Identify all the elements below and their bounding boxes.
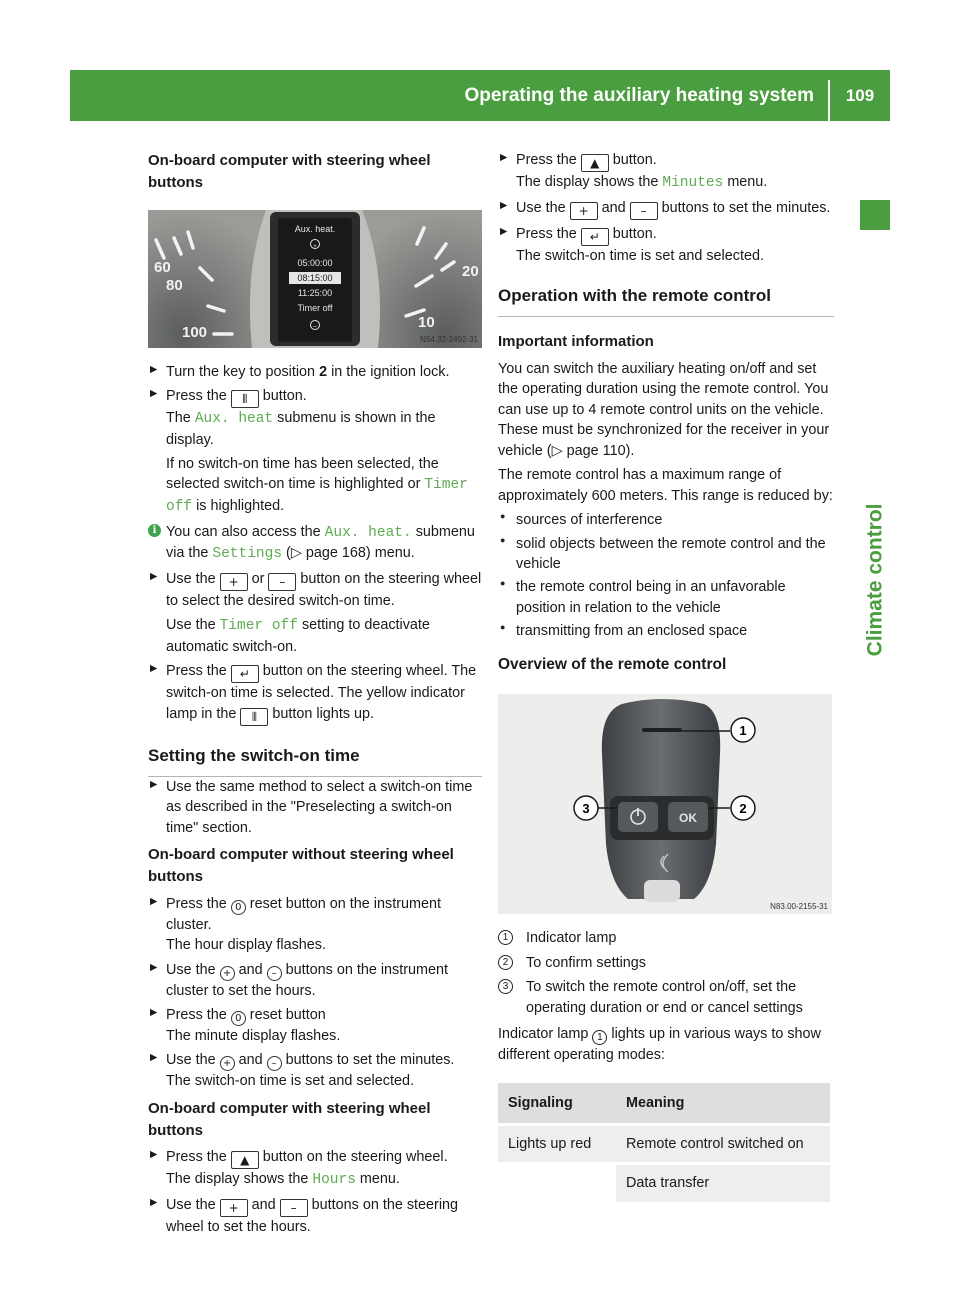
plus-key-icon: + xyxy=(220,573,248,591)
menu-key-icon: ⫴ xyxy=(231,390,259,408)
heading-setting-switch-on-time: Setting the switch-on time xyxy=(148,744,482,777)
table-row xyxy=(498,1126,830,1162)
table-row xyxy=(498,1165,830,1201)
menu-key-icon: ⫴ xyxy=(240,708,268,726)
step-set-minutes-steering: ▶ Use the + and – buttons to set the minutes. xyxy=(498,198,834,220)
instrument-cluster-photo xyxy=(148,210,482,348)
right-column xyxy=(498,150,834,1205)
step-set-minutes-cluster: ▶ Use the + and – buttons to set the minutes. The switch-on time is set and selected. xyxy=(148,1050,482,1091)
minus-round-icon: – xyxy=(267,1056,282,1071)
section-tab-marker xyxy=(860,200,890,230)
display-line-1: 05:00:00 xyxy=(297,257,333,268)
minus-key-icon: – xyxy=(280,1199,308,1217)
plus-round-icon: + xyxy=(220,966,235,981)
step-press-menu-button: ▶ Press the ⫴ button. The Aux. heat submenu is shown in the display. If no switch-on time has been selected, the selected switch-on time is highlighted or Timer off is highlighted. xyxy=(148,386,482,518)
minus-key-icon: – xyxy=(268,573,296,591)
legend-item-2: 2 To confirm settings xyxy=(498,953,834,973)
step-turn-key: ▶ Turn the key to position 2 in the ignition lock. xyxy=(148,362,482,382)
step-select-time: ▶ Use the + or – button on the steering wheel to select the desired switch-on time. Use the Timer off setting to deactivate automatic switch-on. xyxy=(148,569,482,657)
gauge-label-10: 10 xyxy=(418,313,435,331)
gauge-label-80: 80 xyxy=(166,276,183,294)
heading-important-info: Important information xyxy=(498,333,654,351)
table-cell-signaling-empty xyxy=(498,1165,616,1201)
paragraph-remote-info: You can switch the auxiliary heating on/off and set the operating duration using the remote control. You can use up to 4 remote control units on the vehicle. These must be synchronized for the receiver in your vehicle (▷ page 110). xyxy=(498,360,830,459)
step-confirm-minutes: ▶ Press the ↵ button. The switch-on time is set and selected. xyxy=(498,224,834,266)
heading-remote-overview: Overview of the remote control xyxy=(498,655,727,673)
remote-control-photo xyxy=(498,694,832,914)
signaling-table xyxy=(498,1080,830,1205)
callout-3: 3 xyxy=(582,801,590,817)
step-press-reset-minutes: ▶ Press the 0 reset button The minute display flashes. xyxy=(148,1005,482,1046)
step-press-up-minutes: ▶ Press the ▲ button. The display shows the Minutes menu. xyxy=(498,150,834,194)
plus-key-icon: + xyxy=(220,1199,248,1217)
step-press-up-button: ▶ Press the ▲ button on the steering wheel. The display shows the Hours menu. xyxy=(148,1147,482,1191)
gauge-label-60: 60 xyxy=(154,258,171,276)
table-cell-signaling: Lights up red xyxy=(498,1126,616,1162)
bullet-enclosed-space: ● transmitting from an enclosed space xyxy=(498,621,834,641)
table-header-meaning: Meaning xyxy=(616,1083,830,1123)
up-key-icon: ▲ xyxy=(231,1151,259,1169)
left-column xyxy=(148,150,482,1241)
heading-with-steering-buttons: On-board computer with steering wheel buttons xyxy=(148,1099,431,1139)
figure-ref-1: N54.32-2492-31 xyxy=(420,335,478,345)
step-set-hours-cluster: ▶ Use the + and – buttons on the instrument cluster to set the hours. xyxy=(148,960,482,1001)
remote-control-illustration xyxy=(498,694,832,914)
legend-item-3: 3 To switch the remote control on/off, set the operating duration or end or cancel settings xyxy=(498,977,834,1018)
minus-round-icon: – xyxy=(267,966,282,981)
plus-round-icon: + xyxy=(220,1056,235,1071)
table-header-signaling: Signaling xyxy=(498,1083,616,1123)
svg-text:+: + xyxy=(313,243,317,250)
table-cell-meaning: Data transfer xyxy=(616,1165,830,1201)
reset-key-icon: 0 xyxy=(231,1011,246,1026)
enter-key-icon: ↵ xyxy=(231,665,259,683)
table-cell-meaning: Remote control switched on xyxy=(616,1126,830,1162)
info-icon: i xyxy=(148,524,161,537)
display-line-title: Aux. heat. xyxy=(294,223,336,234)
bullet-unfavorable-position: ● the remote control being in an unfavorable position in relation to the vehicle xyxy=(498,577,834,618)
display-text-aux-heat: Aux. heat xyxy=(194,410,274,427)
heading-remote-operation: Operation with the remote control xyxy=(498,284,834,317)
step-same-method: ▶ Use the same method to select a switch-on time as described in the "Preselecting a switch-on time" section. xyxy=(148,777,482,838)
chapter-title: Operating the auxiliary heating system xyxy=(464,85,814,106)
plus-key-icon: + xyxy=(570,202,598,220)
reset-key-icon: 0 xyxy=(231,900,246,915)
up-key-icon: ▲ xyxy=(581,154,609,172)
legend-item-1: 1 Indicator lamp xyxy=(498,928,834,948)
callout-1: 1 xyxy=(739,723,747,739)
info-note-settings: i You can also access the Aux. heat. submenu via the Settings (▷ page 168) menu. xyxy=(148,522,482,565)
gauge-label-20: 20 xyxy=(462,262,479,280)
step-set-hours-steering: ▶ Use the + and – buttons on the steering wheel to set the hours. xyxy=(148,1195,482,1237)
svg-text:–: – xyxy=(313,322,317,330)
section-side-label: Climate control xyxy=(863,503,887,657)
figure-ref-2: N83.00-2155-31 xyxy=(770,901,828,911)
step-confirm-time: ▶ Press the ↵ button on the steering wheel. The switch-on time is selected. The yellow indicator lamp in the ⫴ button lights up. xyxy=(148,661,482,725)
instrument-cluster-illustration xyxy=(148,210,482,348)
page-number: 109 xyxy=(845,86,875,105)
display-line-3: 11:25:00 xyxy=(297,287,333,298)
callout-2: 2 xyxy=(739,801,747,817)
step-press-reset: ▶ Press the 0 reset button on the instrument cluster. The hour display flashes. xyxy=(148,894,482,956)
paragraph-range: The remote control has a maximum range of approximately 600 meters. This range is reduced by: xyxy=(498,467,833,504)
heading-onboard-computer-steering: On-board computer with steering wheel buttons xyxy=(148,152,431,191)
bullet-interference: ● sources of interference xyxy=(498,510,834,530)
enter-key-icon: ↵ xyxy=(581,228,609,246)
paragraph-indicator-lamp: Indicator lamp 1 lights up in various ways to show different operating modes: xyxy=(498,1026,821,1064)
display-line-2: 08:15:00 xyxy=(297,272,333,283)
gauge-label-100: 100 xyxy=(182,323,208,341)
display-line-4: Timer off xyxy=(297,302,333,313)
heading-without-steering-buttons: On-board computer without steering wheel buttons xyxy=(148,846,454,885)
bullet-solid-objects: ● solid objects between the remote control and the vehicle xyxy=(498,534,834,575)
page-header xyxy=(70,70,890,121)
minus-key-icon: – xyxy=(630,202,658,220)
ok-button-label: OK xyxy=(679,811,697,826)
